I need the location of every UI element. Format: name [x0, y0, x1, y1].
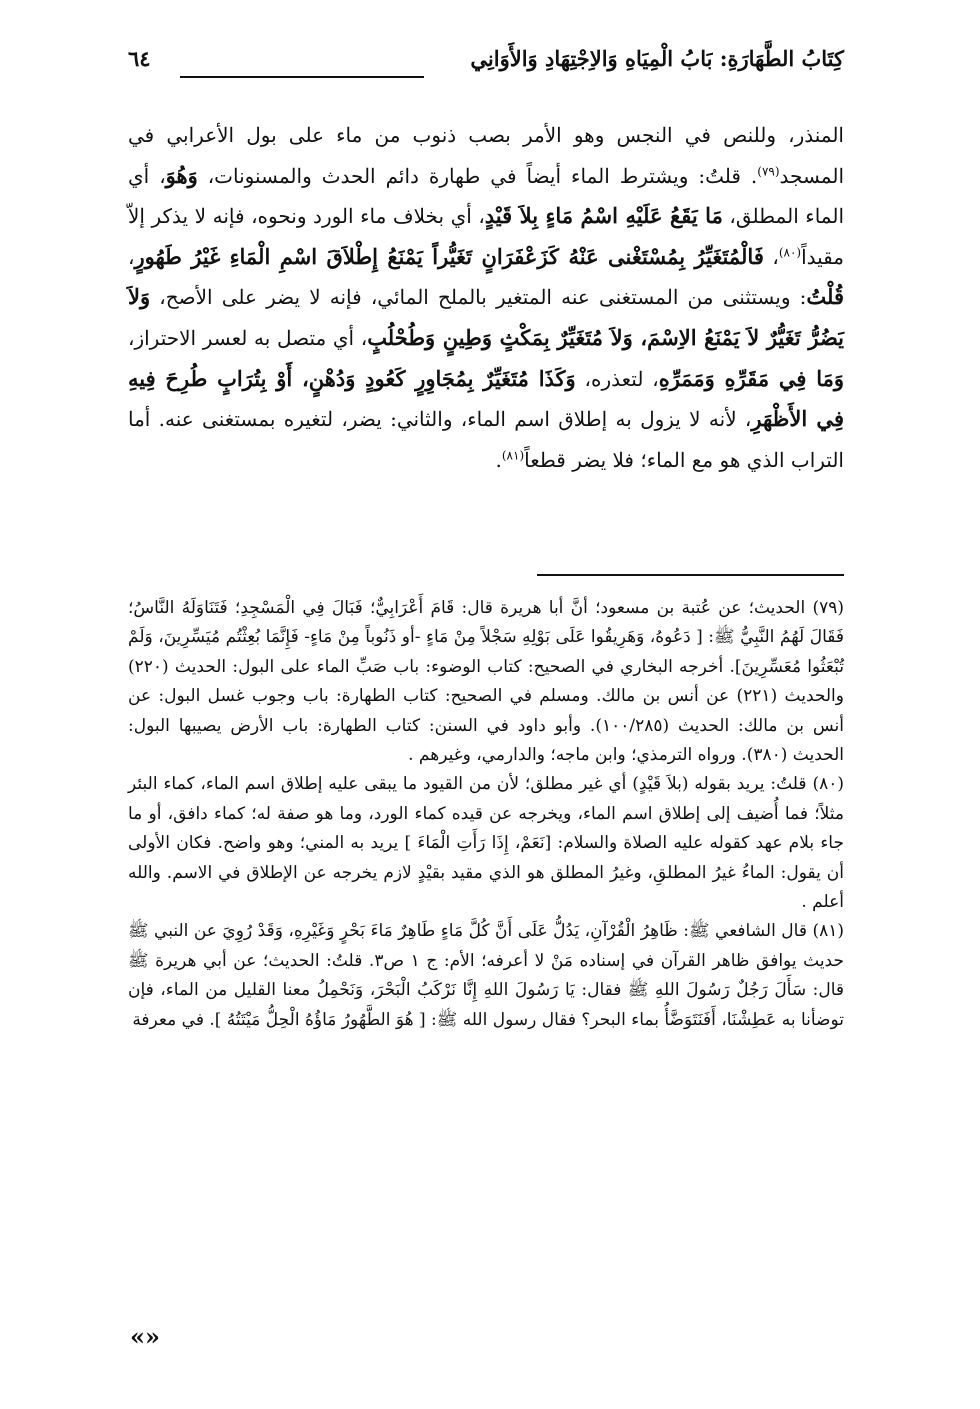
footnote-81: (٨١) قال الشافعي ﷺ: ظَاهِرُ الْقُرْآنِ، يَدُلُّ عَلَى أَنَّ كُلَّ مَاءٍ طَاهِرٌ مَاءَ بَحْرٍ وَغَيْرِهِ، وَقَدْ رُوِيَ عن النبي ﷺ حديث يوافق ظاهر القرآن في إسناده مَنْ لا أعرفه؛ الأم: ج ١ ص٣. قلتُ: الحديث؛ عن أبي هريرة ﷺ قال: سَأَلَ رَجُلٌ رَسُولَ اللهِ ﷺ فقال: يَا رَسُولَ اللهِ إِنَّا نَرْكَبُ الْبَحْرَ، وَنَحْمِلُ معنا القليل من الماء، فإن توضأنا به عَطِشْنَا، أَفَنَتَوَضَّأُ بماء البحر؟ فقال رسول الله ﷺ: [ هُوَ الطَّهُورُ مَاؤُهُ الْحِلُّ مَيْتَتُهُ ]. في معرفة: [128, 921, 844, 1030]
text-segment: ، لأنه لا يزول به إطلاق اسم الماء، والثاني: يضر، لتغيره بمستغنى عنه. أما التراب الذي هو مع الماء؛ فلا يضر قطعاً: [128, 407, 844, 472]
main-paragraph: [128, 115, 844, 480]
matn-text: فَالْمُتَغَيِّرُ بِمُسْتَغْنى عَنْهُ كَزَعْفَرَانٍ تَغَيُّراً يَمْنَعُ إِطْلاَقَ اسْمِ الْمَاءِ غَيْرُ طَهُورٍ: [134, 243, 764, 269]
main-text: [128, 115, 844, 480]
footnote-79: (٧٩) الحديث؛ عن عُتبة بن مسعود؛ أنَّ أبا هريرة قال: قَامَ أَعْرَابِيٌّ؛ فَبَالَ فِي الْمَسْجِدِ؛ فَتَنَاوَلَهُ النَّاسُ؛ فَقَالَ لَهُمُ النَّبِيُّ ﷺ: [ دَعُوهُ، وَهَرِيقُوا عَلَى بَوْلِهِ سَجْلاً مِنْ مَاءٍ -أو ذَنُوباً مِنْ مَاءٍ- فَإِنَّمَا بُعِثْتُم مُيَسِّرِينَ، وَلَمْ تُبْعَثُوا مُعَسِّرِينَ]. أخرجه البخاري في الصحيح: كتاب الوضوء: باب صَبِّ الماء على البول: الحديث (٢٢٠) والحديث (٢٢١) عن أنس بن مالك. ومسلم في الصحيح: كتاب الطهارة: باب وجوب غسل البول: عن أنس بن مالك: الحديث (١٠٠/٢٨٥). وأبو داود في السنن: كتاب الطهارة: باب الأرض يصيبها البول: الحديث (٣٨٠). ورواه الترمذي؛ وابن ماجه؛ والدارمي، وغيرهم .: [128, 598, 844, 766]
footnote-separator: [537, 574, 844, 576]
text-segment: .: [495, 447, 502, 472]
text-segment: : ويستثنى من المستغنى عنه المتغير بالملح المائي، فإنه لا يضر على الأصح،: [150, 285, 807, 310]
footnote-80: (٨٠) قلتُ: يريد بقوله (بلاَ قَيْدٍ) أي غير مطلق؛ لأن من القيود ما يبقى عليه إطلاق اسم الماء، كماء البئر مثلاً؛ فما أُضيف إلى إطلاق اسم الماء، ويخرجه عن قيده كماء الورد، وما هو صفة له؛ كماء دافق، أو ما جاء بلام عهد كقوله عليه الصلاة والسلام: [نَعَمْ، إِذَا رَأَتِ الْمَاءَ ] يريد به المني؛ وهو واضح. فكان الأولى أن يقول: الماءُ غيرُ المطلقِ، وغيرُ المطلق هو الذي مقيد بقيْدٍ لازم يخرجه عن الإطلاق في الاسم. والله أعلم .: [128, 774, 844, 913]
footnote-ref-79: (٧٩): [757, 163, 780, 178]
text-segment: ، أي بخلاف ماء الورد ونحوه، فإنه لا يذكر إلاّ مقيداً: [128, 204, 844, 269]
text-segment: ،: [763, 244, 779, 269]
footnote-ref-81: (٨١): [501, 448, 525, 463]
page-number: ٦٤: [128, 46, 151, 71]
matn-text: وَمَا فِي مَقَرِّهِ وَمَمَرِّهِ: [658, 365, 844, 391]
footnotes: [128, 594, 844, 1035]
matn-text: وَكَذَا مُتَغَيِّرٌ بِمُجَاوِرٍ كَعُودٍ وَدُهْنٍ، أَوْ بِتُرَابٍ طُرِحَ فِيهِ فِي الأَظْهَرِ: [128, 365, 844, 432]
text-segment: ،: [128, 244, 135, 269]
matn-text: وَلاَ يَضُرُّ تَغَيُّرٌ لاَ يَمْنَعُ الاِسْمَ، وَلاَ مُتَغَيِّرٌ بِمَكْثٍ وَطِينٍ وَطُحْلُبٍ: [128, 284, 844, 350]
continuation-mark: «»: [130, 1322, 160, 1351]
matn-text: وَهُوَ: [165, 162, 198, 188]
matn-text: قُلْتُ: [806, 284, 844, 310]
text-segment: . قلتُ: ويشترط الماء أيضاً في طهارة دائم الحدث والمسنونات،: [197, 163, 758, 188]
text-segment: ، لتعذره،: [575, 366, 659, 391]
footnote-ref-80: (٨٠): [778, 245, 802, 260]
header-rule: [180, 76, 424, 78]
matn-text: مَا يَقَعُ عَلَيْهِ اسْمُ مَاءٍ بِلاَ قَيْدٍ: [484, 203, 723, 229]
text-segment: ، أي متصل به لعسر الاحتراز،: [128, 325, 368, 350]
text-segment: ، أي الماء المطلق،: [128, 163, 844, 229]
text-segment: المنذر، وللنص في النجس وهو الأمر بصب ذنوب من ماء على بول الأعرابي في المسجد: [128, 123, 844, 188]
page-header: [128, 42, 844, 82]
running-title: كِتَابُ الطَّهَارَةِ: بَابُ الْمِيَاهِ وَالاِجْتِهَادِ وَالأَوَانِي: [470, 46, 844, 71]
